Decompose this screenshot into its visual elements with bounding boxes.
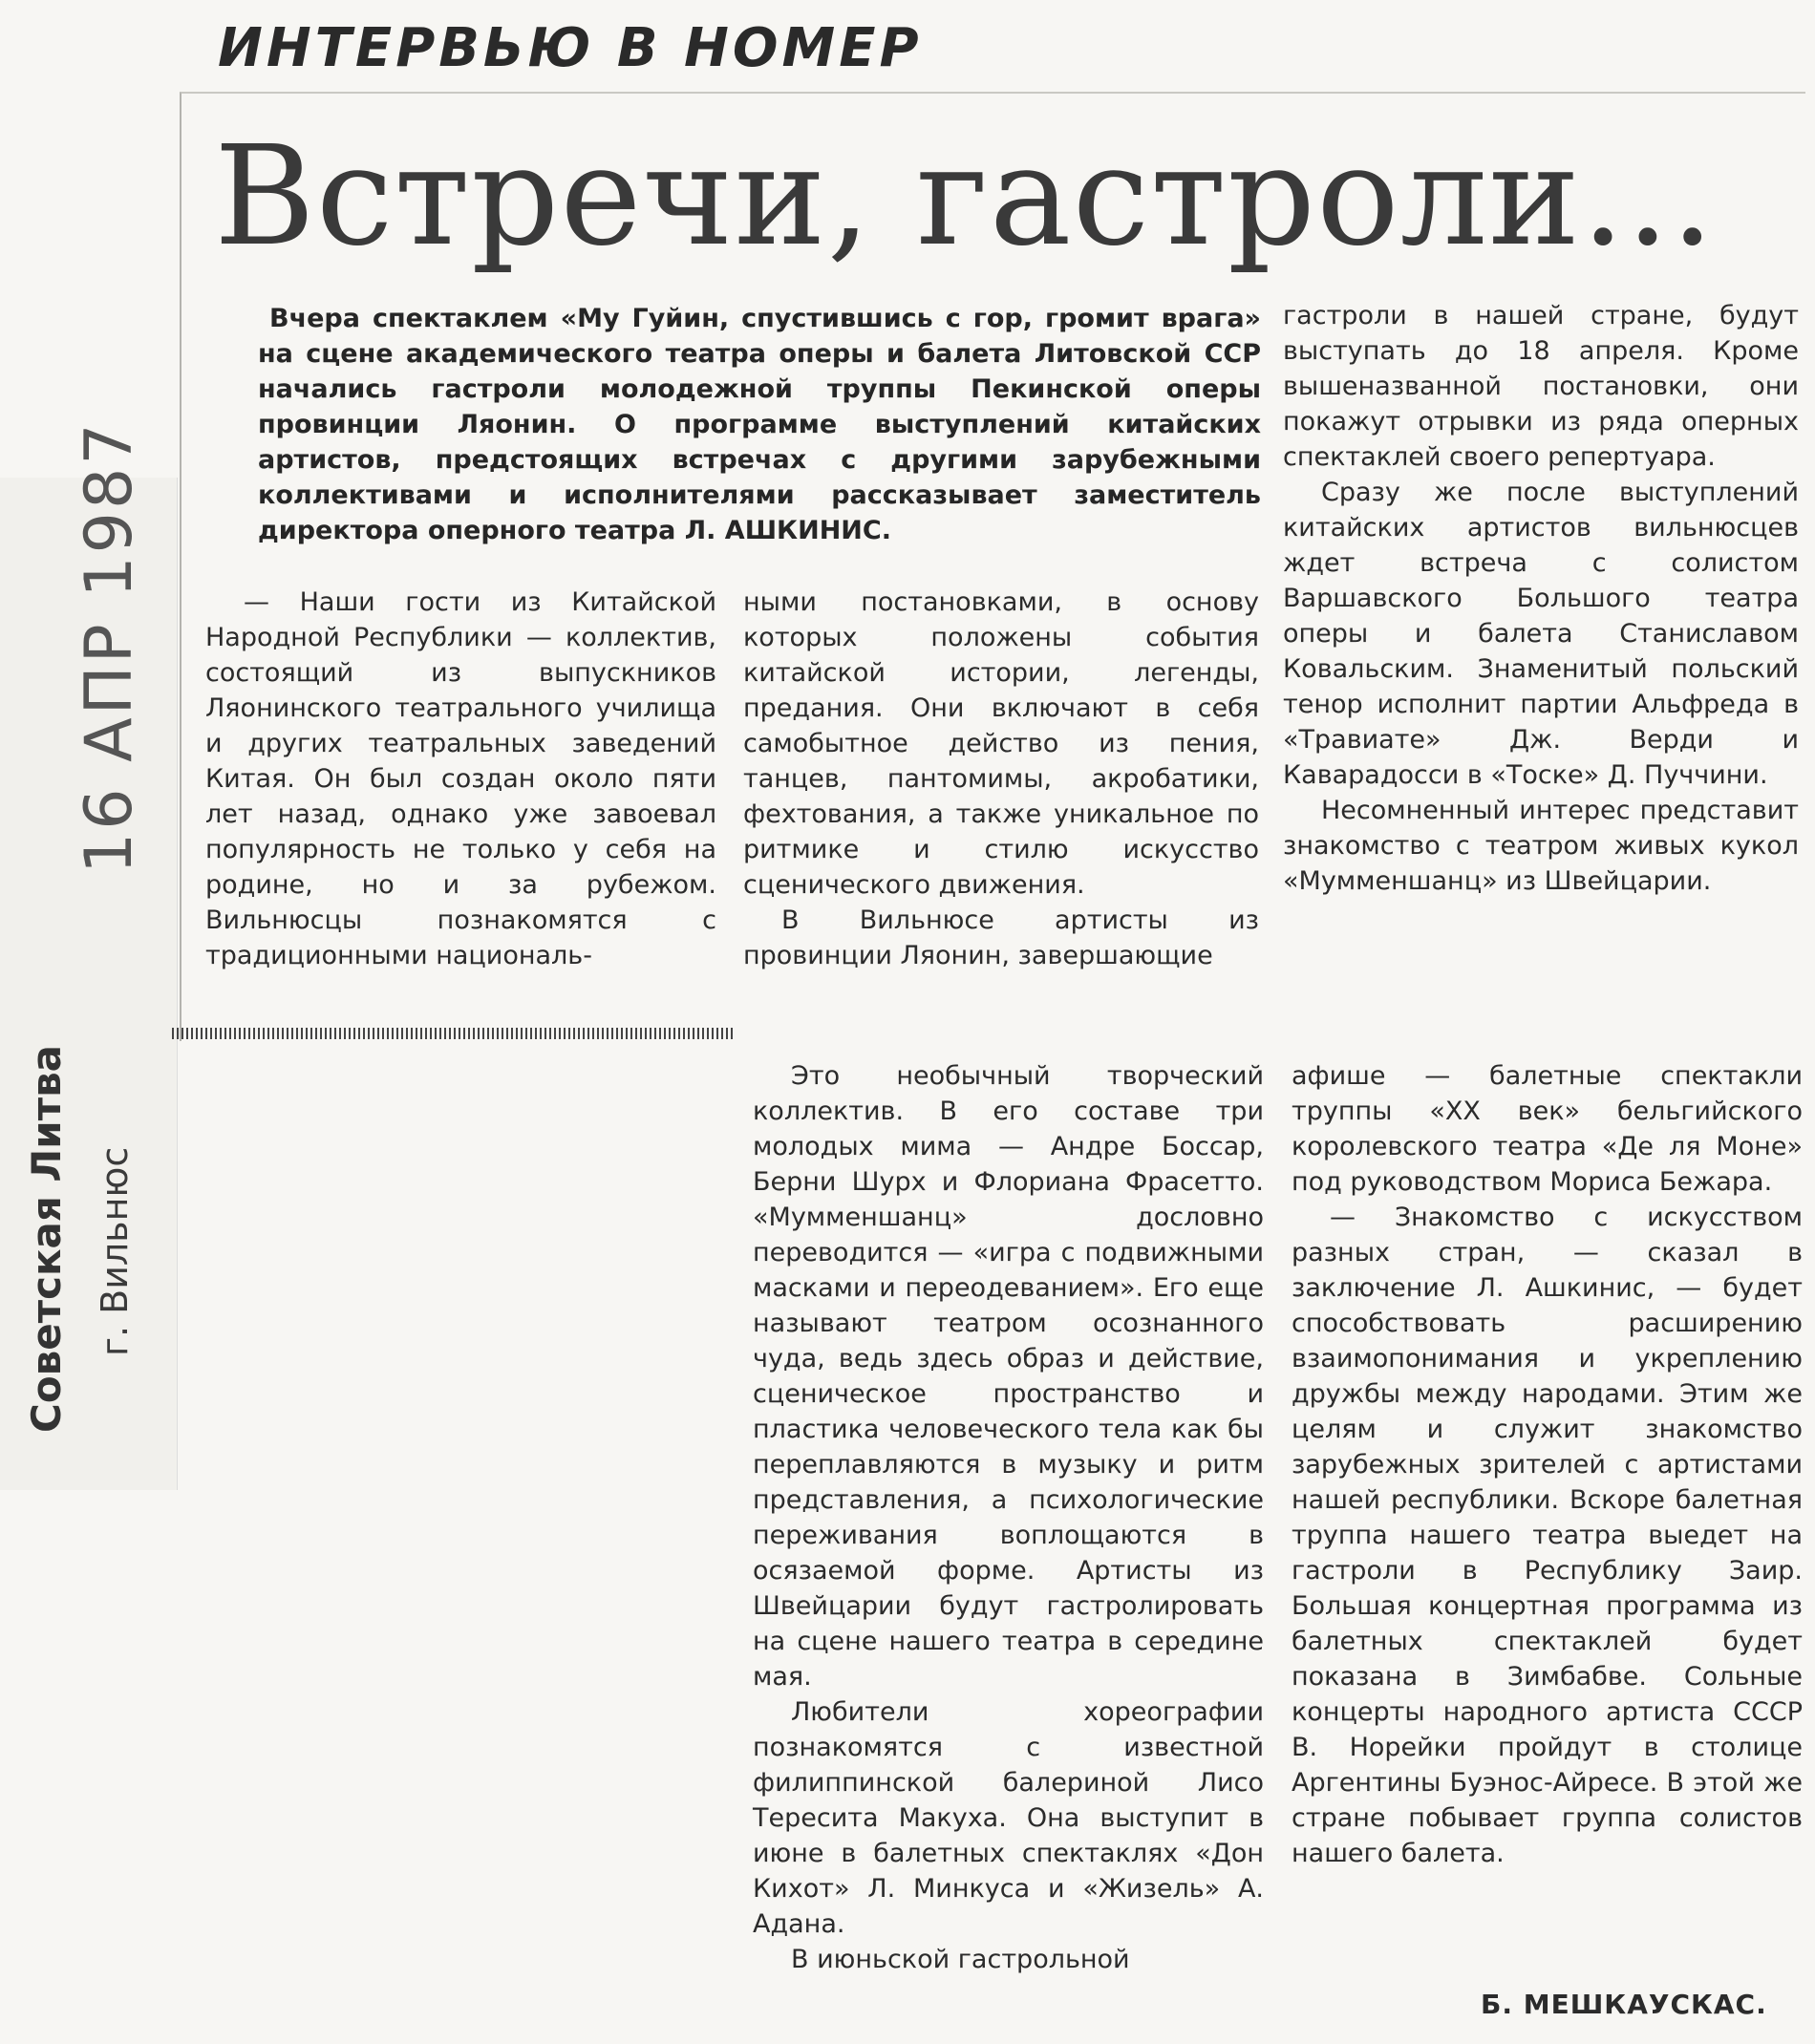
author-signature: Б. МЕШКАУСКАС.: [1481, 1989, 1767, 2020]
column-4: [753, 1058, 1264, 1977]
column-4-paragraph: В июньской гастрольной: [791, 1945, 1130, 1974]
column-2-paragraph: ными постановками, в основу которых положены события китайской истории, легенды, предания. Они включают в себя самобытное действо из пения, танцев, пантомимы, акробатики, фехтования, а также уникальное по ритмике и стилю искусство сценического движения.: [743, 587, 1259, 900]
source-city: г. Вильнюс: [94, 1146, 136, 1356]
column-2-paragraph: В Вильнюсе артисты из провинции Ляонин, завершающие: [743, 905, 1259, 970]
column-3-paragraph: Несомненный интерес представит знакомство с театром живых кукол «Мумменшанц» из Швейцарии.: [1283, 796, 1799, 896]
column-2: [743, 585, 1259, 973]
article-lead: Вчера спектаклем «Му Гуйин, спустившись с гор, громит врага» на сцене академического театра оперы и балета Литовской ССР начались гастроли молодежной труппы Пекинской оперы провинции Ляонин. О программе выступлений китайских артистов, предстоящих встречах с другими зарубежными коллективами и исполнителями рассказывает заместитель директора оперного театра Л. АШКИНИС.: [258, 304, 1261, 545]
column-4-paragraph: Это необычный творческий коллектив. В его составе три молодых мима — Андре Боссар, Берни Шурх и Флориана Фрасетто. «Мумменшанц» дословно переводится — «игра с подвижными масками и переодеванием». Его еще называют театром осознанного чуда, ведь здесь образ и действие, сценическое пространство и пластика человеческого тела как бы переплавляются в музыку и ритм представления, а психологические переживания воплощаются в осязаемой форме. Артисты из Швейцарии будут гастролировать на сцене нашего театра в середине мая.: [753, 1061, 1264, 1692]
column-1-paragraph: — Наши гости из Китайской Народной Республики — коллектив, состоящий из выпускников Ляонинского театрального училища и других театральных заведений Китая. Он был создан около пяти лет назад, однако уже завоевал популярность не только у себя на родине, но и за рубежом. Вильнюсцы познакомятся с традиционными националь-: [205, 587, 716, 970]
column-3-paragraph: гастроли в нашей стране, будут выступать до 18 апреля. Кроме вышеназванной постановки, они покажут отрывки из ряда оперных спектаклей своего репертуара.: [1283, 301, 1799, 472]
column-5-paragraph: — Знакомство с искусством разных стран, — сказал в заключение Л. Ашкинис, — будет способствовать расширению взаимопонимания и укреплению дружбы между народами. Этим же целям и служит знакомство зарубежных зрителей с артистами нашей республики. Вскоре балетная труппа нашего театра выедет на гастроли в Республику Заир. Большая концертная программа из балетных спектаклей будет показана в Зимбабве. Сольные концерты народного артиста СССР В. Норейки пройдут в столице Аргентины Буэнос-Айресе. В этой же стране побывает группа солистов нашего балета.: [1292, 1203, 1803, 1868]
column-3-paragraph: Сразу же после выступлений китайских артистов вильнюсцев ждет встреча с солистом Варшавского Большого театра оперы и балета Станиславом Ковальским. Знаменитый польский тенор исполнит партии Альфреда в «Травиате» Дж. Верди и Каварадосси в «Тоске» Д. Пуччини.: [1283, 478, 1799, 790]
column-4-paragraph: Любители хореографии познакомятся с известной филиппинской балериной Лисо Тересита Макуха. Она выступит в июне в балетных спектаклях «Дон Кихот» Л. Минкуса и «Жизель» А. Адана.: [753, 1697, 1264, 1939]
column-1: [205, 585, 716, 973]
article-headline: Встречи, гастроли...: [214, 116, 1716, 276]
column-3: [1283, 298, 1799, 899]
source-stamp: Советская Литва: [23, 1045, 70, 1433]
column-5-paragraph: афише — балетные спектакли труппы «XX век» бельгийского королевского театра «Де ля Моне» под руководством Мориса Бежара.: [1292, 1061, 1803, 1197]
date-stamp: 16 АПР 1987: [72, 420, 147, 874]
clipping-torn-edge: [172, 1028, 736, 1039]
column-5: [1292, 1058, 1803, 1871]
rubric-heading: ИНТЕРВЬЮ В НОМЕР: [218, 17, 923, 79]
archive-stamps: [0, 0, 191, 1490]
